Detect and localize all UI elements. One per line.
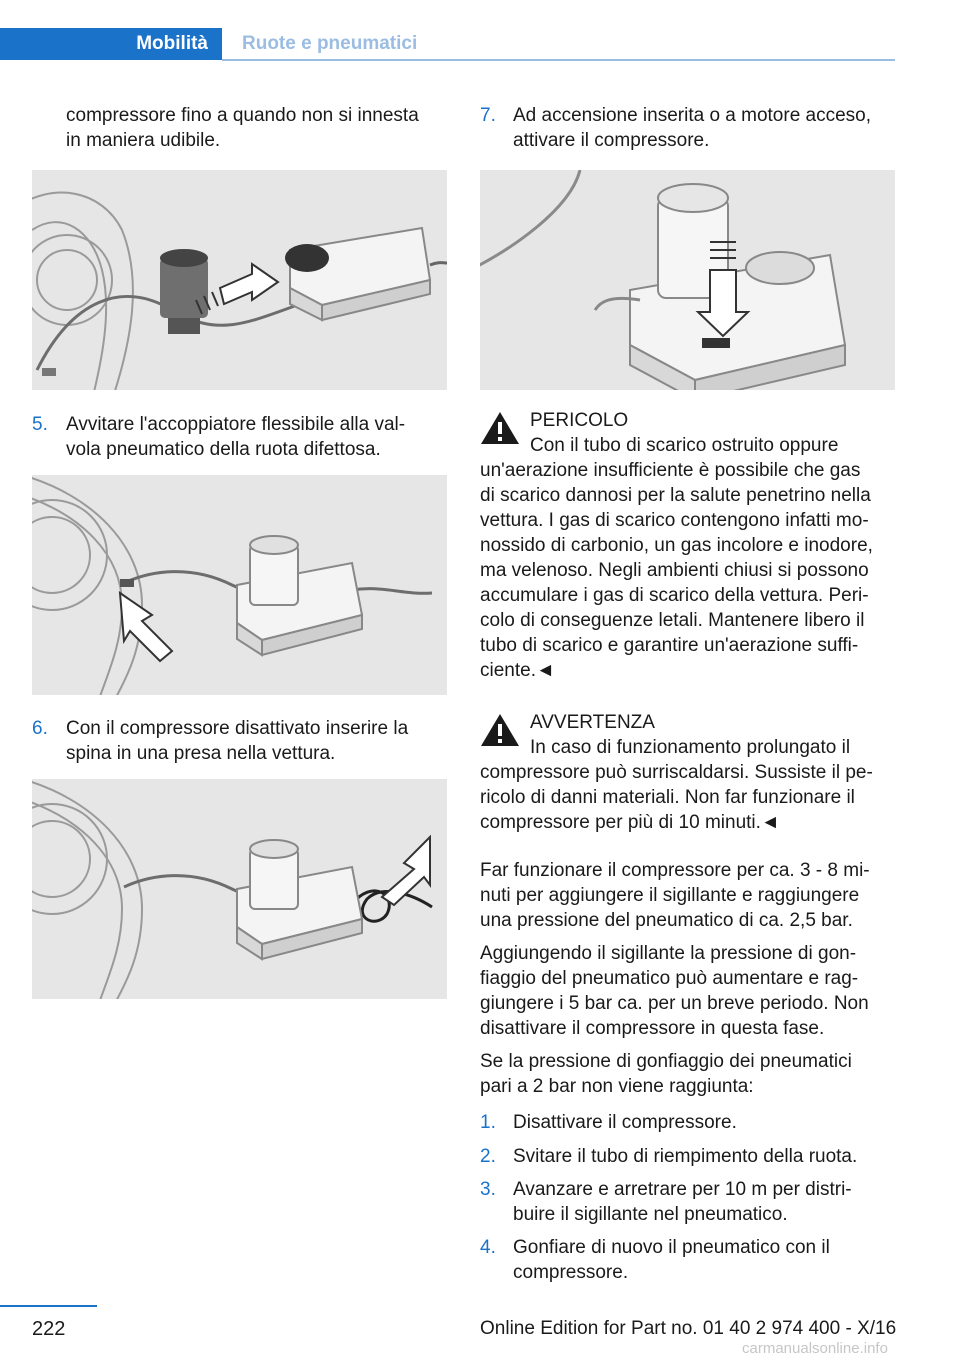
danger-line-10: ciente.◄ (480, 660, 555, 681)
sub-step-1-number: 1. (480, 1112, 496, 1133)
caution-line-4: compressore per più di 10 minuti.◄ (480, 812, 780, 833)
page-number: 222 (32, 1318, 66, 1340)
sub-step-4-line-2: compressore. (513, 1262, 629, 1283)
danger-line-9: tubo di scarico e garantire un'aerazione suffi‐ (480, 635, 859, 656)
step-5-number: 5. (32, 414, 48, 435)
step-7-line-2: attivare il compressore. (513, 130, 710, 151)
sub-step-4-number: 4. (480, 1237, 496, 1258)
para-1-line-2: nuti per aggiungere il sigillante e raggiungere (480, 885, 860, 906)
sub-step-2-number: 2. (480, 1146, 496, 1167)
step-6-line-1: Con il compressore disattivato inserire la (66, 718, 409, 739)
header-rule (222, 59, 895, 61)
para-2-line-3: giungere i 5 bar ca. per un breve periodo. Non (480, 993, 869, 1014)
intro-line-1: compressore fino a quando non si innesta (66, 105, 419, 126)
para-1-line-1: Far funzionare il compressore per ca. 3 - 8 mi‐ (480, 860, 870, 881)
illustration-switch-on (480, 170, 895, 390)
step-7-line-1: Ad accensione inserita o a motore acceso, (513, 105, 872, 126)
warning-triangle-icon (480, 713, 520, 747)
para-2-line-1: Aggiungendo il sigillante la pressione di gon‐ (480, 943, 857, 964)
illustration-hose-to-valve (32, 475, 447, 695)
sub-step-3-number: 3. (480, 1179, 496, 1200)
watermark: carmanualsonline.info (742, 1340, 888, 1357)
sub-step-1-line-1: Disattivare il compressore. (513, 1112, 737, 1133)
para-3-line-2: pari a 2 bar non viene raggiunta: (480, 1076, 754, 1097)
page-header (0, 0, 960, 62)
warning-triangle-icon (480, 411, 520, 445)
danger-title: PERICOLO (530, 410, 629, 431)
intro-line-2: in maniera udibile. (66, 130, 221, 151)
caution-line-2: compressore può surriscaldarsi. Sussiste il pe‐ (480, 762, 873, 783)
danger-line-8: colo di conseguenze letali. Mantenere libero il (480, 610, 865, 631)
danger-line-7: accumulare i gas di scarico della vettura. Peri‐ (480, 585, 869, 606)
para-1-line-3: una pressione del pneumatico di ca. 2,5 bar. (480, 910, 853, 931)
step-5-line-1: Avvitare l'accoppiatore flessibile alla val‐ (66, 414, 406, 435)
sub-step-2-line-1: Svitare il tubo di riempimento della ruota. (513, 1146, 858, 1167)
danger-line-1: Con il tubo di scarico ostruito oppure (530, 435, 839, 456)
para-3-line-1: Se la pressione di gonfiaggio dei pneumatici (480, 1051, 852, 1072)
step-7-number: 7. (480, 105, 496, 126)
sub-step-4-line-1: Gonfiare di nuovo il pneumatico con il (513, 1237, 830, 1258)
edition-text: Online Edition for Part no. 01 40 2 974 400 - X/16 (480, 1318, 897, 1339)
step-5-line-2: vola pneumatico della ruota difettosa. (66, 439, 381, 460)
para-2-line-2: fiaggio del pneumatico può aumentare e rag‐ (480, 968, 859, 989)
danger-line-3: di scarico dannosi per la salute penetrino nella (480, 485, 871, 506)
step-6-line-2: spina in una presa nella vettura. (66, 743, 336, 764)
sub-step-3-line-1: Avanzare e arretrare per 10 m per distri‐ (513, 1179, 852, 1200)
illustration-insert-bottle (32, 170, 447, 390)
danger-line-2: un'aerazione insufficiente è possibile che gas (480, 460, 861, 481)
danger-line-4: vettura. I gas di scarico contengono infatti mo‐ (480, 510, 869, 531)
para-2-line-4: disattivare il compressore in questa fase. (480, 1018, 825, 1039)
danger-line-6: ma velenoso. Negli ambienti chiusi si possono (480, 560, 869, 581)
danger-line-5: nossido di carbonio, un gas incolore e inodore, (480, 535, 873, 556)
caution-line-3: ricolo di danni materiali. Non far funzionare il (480, 787, 855, 808)
chapter-title: Ruote e pneumatici (242, 33, 418, 54)
section-tab: Mobilità (0, 28, 222, 60)
sub-step-3-line-2: buire il sigillante nel pneumatico. (513, 1204, 788, 1225)
caution-line-1: In caso di funzionamento prolungato il (530, 737, 851, 758)
illustration-plug-in (32, 779, 447, 999)
step-6-number: 6. (32, 718, 48, 739)
caution-title: AVVERTENZA (530, 712, 655, 733)
footer-rule (0, 1305, 97, 1307)
